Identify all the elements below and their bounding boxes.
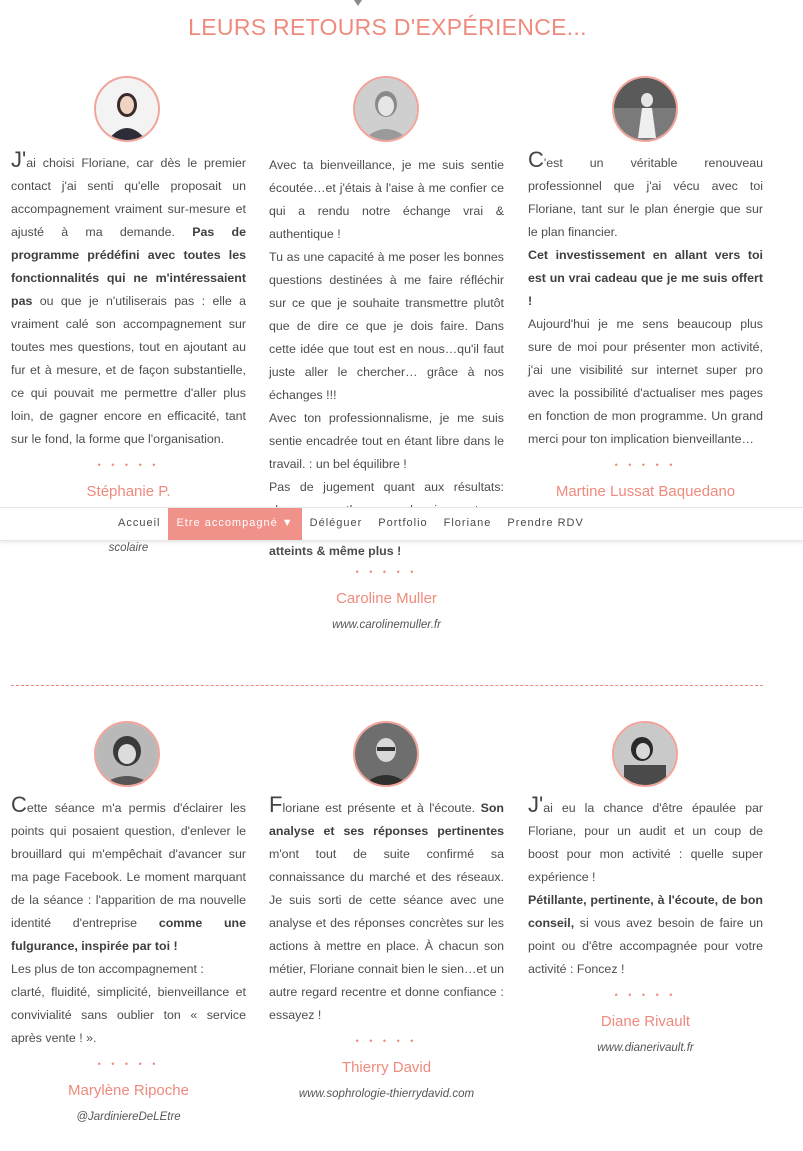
highlight-text: Pas de programme prédéfini avec toutes les fonctionnalités qui ne m'intéressaient pas xyxy=(11,225,246,308)
avatar-marylene xyxy=(94,721,160,787)
dropcap-letter: J' xyxy=(528,792,544,817)
author-name: Martine Lussat Baquedano xyxy=(555,483,736,500)
testimonial-text: J'ai eu la chance d'être épaulée par Floriane, pour un audit et un coup de boost pour mon activité : quelle super expérience ! Pétillante, pertinente, à l'écoute, de bon conseil, si vous avez besoin de faire un point ou d'être accompagnée pour votre activité : Foncez ! xyxy=(528,792,763,976)
testimonial-col-6 xyxy=(528,792,763,1054)
testimonial-paragraph: Avec ton professionnalisme, je me suis sentie encadrée tout en étant libre dans le travail. : un bel équilibre ! xyxy=(269,411,504,471)
separator-dots: • • • • • xyxy=(355,567,418,577)
highlight-text: Cet investissement en allant vers toi est un vrai cadeau que je me suis offert ! xyxy=(528,248,763,308)
author-link[interactable]: www.dianerivault.fr xyxy=(597,1042,694,1054)
testimonial-text xyxy=(269,154,504,563)
nav-items xyxy=(110,508,592,540)
testimonial-text: Floriane est présente et à l'écoute. Son analyse et ses réponses pertinentes m'ont tout de suite confirmé sa connaissance du marché et des réseaux. Je suis sorti de cette séance avec une analyse et des réponses concrètes sur les actions à mettre en place. À chacun son métier, Floriane connait bien le sien…et un autre regard recentre et donne confiance : essayez ! xyxy=(269,792,504,1022)
author-name: Diane Rivault xyxy=(600,1013,691,1030)
avatar-stephanie xyxy=(94,76,160,142)
separator-dots: • • • • • xyxy=(614,460,677,470)
nav-item-accueil[interactable]: Accueil xyxy=(118,517,161,529)
testimonial-col-2 xyxy=(269,154,504,563)
testimonial-text: J'ai choisi Floriane, car dès le premier contact j'ai senti qu'elle proposait un accompagnement vraiment sur-mesure et ajusté à ma demande. Pas de programme prédéfini avec toutes les fonctionnalités qui ne m'intéressaient pas ou que je n'utiliserais pas : elle a vraiment calé son accompagnement sur toutes mes questions, tout en ajoutant au fur et à mesure, et de façon substantielle, ce qui pouvait me permettre d'aller plus loin, de gagner encore en efficacité, tant sur le fond, la forme que l'organisation. xyxy=(11,147,246,446)
section-divider xyxy=(11,685,763,686)
nav-item-deleguer[interactable]: Déléguer xyxy=(309,517,363,529)
separator-dots: • • • • • xyxy=(614,990,677,1000)
nav-item-portfolio[interactable]: Portfolio xyxy=(378,517,428,529)
author-link[interactable]: www.carolinemuller.fr xyxy=(332,619,441,631)
section-title: LEURS RETOURS D'EXPÉRIENCE... xyxy=(188,14,587,40)
testimonial-paragraph: Tu as une capacité à me poser les bonnes questions destinées à me faire réfléchir sur ce que je souhaite transmettre plutôt que de dire ce que je dois faire. Dans cette idée que tout est en nous…qu'il faut juste aller le chercher… grâce à nos échanges !!! xyxy=(269,250,504,402)
dropcap-letter: F xyxy=(269,792,283,817)
avatar-thierry xyxy=(353,721,419,787)
nav-item-prendre-rdv[interactable]: Prendre RDV xyxy=(507,517,584,529)
dropcap-letter: C xyxy=(528,147,544,172)
author-name: Marylène Ripoche xyxy=(68,1082,189,1099)
author-name: Stéphanie P. xyxy=(86,483,171,500)
author-link[interactable]: @JardiniereDeLEtre xyxy=(76,1111,181,1123)
testimonial-text: Cette séance m'a permis d'éclairer les points qui posaient question, d'enlever le brouillard qui m'empêchait d'avancer sur ma page Facebook. Le moment marquant de la séance : l'apparition de ma nouvelle identité d'entreprise comme une fulgurance, inspirée par toi ! Les plus de ton accompagnement : clarté, fluidité, simplicité, bienveillance et convivialité sans oublier ton « service après vente ! ». xyxy=(11,792,246,1045)
nav-item-floriane[interactable]: Floriane xyxy=(443,517,492,529)
scroll-arrow-icon[interactable] xyxy=(354,0,362,6)
testimonial-col-1 xyxy=(11,147,246,500)
highlight-text: Son analyse et ses réponses pertinentes xyxy=(269,801,504,838)
testimonial-paragraph: Avec ta bienveillance, je me suis sentie écoutée…et j'étais à l'aise à me confier ce qui a rendu notre échange vrai & authentique ! xyxy=(269,158,504,241)
testimonial-col-4 xyxy=(11,792,246,1123)
testimonial-col-3 xyxy=(528,147,763,500)
testimonial-paragraph: Pas de jugement quant aux résultats: xyxy=(269,480,504,494)
dropcap-letter: C xyxy=(11,792,27,817)
author-name: Thierry David xyxy=(341,1059,432,1076)
testimonial-col-5 xyxy=(269,792,504,1100)
testimonial-text: C'est un véritable renouveau professionnel que j'ai vécu avec toi Floriane, tant sur le plan énergie que sur le plan financier. Cet investissement en allant vers toi est un vrai cadeau que je me suis offert ! Aujourd'hui je me sens beaucoup plus sure de moi pour présenter mon activité, j'ai une visibilité sur internet super pro avec la possibilité d'actualiser mes pages en fonction de mon programme. Un grand merci pour ton implication bienveillante… xyxy=(528,147,763,446)
separator-dots: • • • • • xyxy=(97,1059,160,1069)
avatar-diane xyxy=(612,721,678,787)
dropcap-letter: J' xyxy=(11,147,27,172)
testimonial-col-2-footer xyxy=(269,566,504,631)
author-name: Caroline Muller xyxy=(336,590,437,607)
avatar-martine xyxy=(612,76,678,142)
highlight-text: comme une fulgurance, inspirée par toi ! xyxy=(11,916,246,953)
author-link[interactable]: www.sophrologie-thierrydavid.com xyxy=(298,1088,475,1100)
main-navbar xyxy=(0,507,803,541)
author-link[interactable]: scolaire xyxy=(108,542,149,554)
separator-dots: • • • • • xyxy=(97,460,160,470)
highlight-text: Pétillante, pertinente, à l'écoute, de bon conseil, xyxy=(528,893,763,930)
avatar-caroline xyxy=(353,76,419,142)
nav-item-etre-accompagne[interactable]: Etre accompagné ▼ xyxy=(168,508,301,540)
separator-dots: • • • • • xyxy=(355,1036,418,1046)
testimonial-paragraph: atteints & même plus ! xyxy=(269,544,402,558)
